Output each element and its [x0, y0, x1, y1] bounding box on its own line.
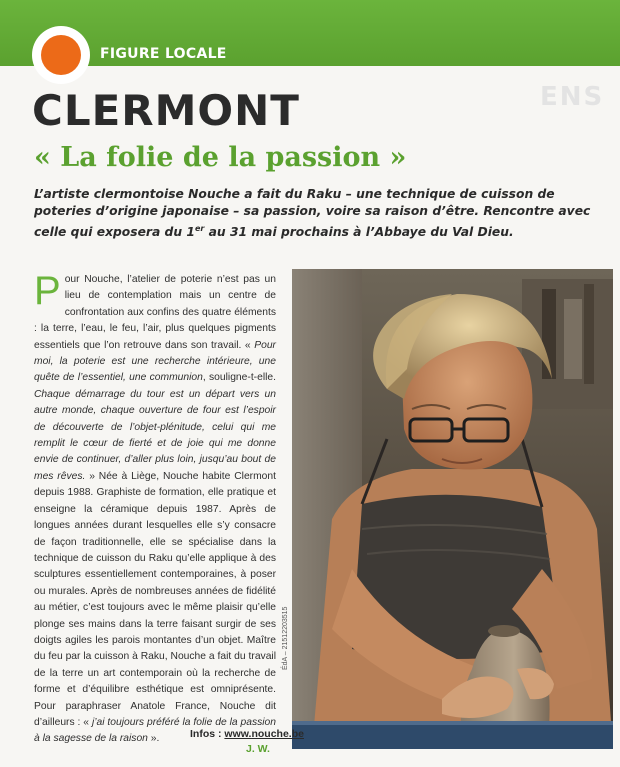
infos-line [190, 728, 304, 740]
infos-label: Infos : [190, 728, 222, 740]
header-band [0, 0, 620, 66]
infos-link[interactable]: www.nouche.be [224, 728, 304, 740]
author-initials: J. W. [246, 743, 270, 755]
section-label: FIGURE LOCALE [100, 46, 227, 62]
publisher-code: ÉdA – 21512203515 [282, 606, 289, 670]
article-body: Pour Nouche, l’atelier de poterie n’est pas un lieu de contemplation mais un centre de confrontation aux confins des quatre éléments : la terre, l’eau, le feu, l’air, plus quelques pigments essentiels que l’on retrouve dans son travail. « Pour moi, la poterie est une recherche intérieure, une quête de l’essentiel, une communion, souligne-t-elle. Chaque démarrage du tour est un départ vers un autre monde, chaque ouverture de four est l’espoir de découverte de l’objet-plénitude, celui qui me remplit le cœur de fierté et de joie qui me donne envie de continuer, d’aller plus loin, jusqu’au bout de mes rêves. » Née à Liège, Nouche habite Clermont depuis 1988. Graphiste de formation, elle pratique et enseigne la céramique depuis 1987. Après de longues années durant lesquelles elle s’y consacre de façon traditionnelle, elle se spécialise dans la technique de cuisson du Raku qu’elle applique à des sculptures essentiellement contemporaines, à poser ou murales. Après de nombreuses années de fidélité au métier, c’est toujours avec le même plaisir qu’elle plonge ses mains dans la terre faisant surgir de ses doigts agiles les parois montantes d’un objet. Maître du feu par la cuisson à Raku, Nouche a fait du travail de la terre un art contemporain où la recherche de forme et d’équilibre esthétique est omniprésente. Pour paraphraser Anatole France, Nouche dit d’ailleurs : « j’ai toujours préféré la folie de la passion à la sagesse de la raison ». [34, 269, 276, 745]
potter-photo [292, 269, 613, 749]
orange-dot-icon [41, 35, 81, 75]
drop-cap: P [34, 269, 61, 313]
page-subtitle: « La folie de la passion » [34, 142, 407, 173]
article-lead: L’artiste clermontoise Nouche a fait du Raku – une technique de cuisson de poteries d’origine japonaise – sa passion, voire sa raison d’être. Rencontre avec celle qui exposera du 1er au 31 mai prochains à l’Abbaye du Val Dieu. [34, 187, 591, 240]
background-ghost-text: ENS [540, 82, 605, 112]
page-title: CLERMONT [32, 86, 300, 135]
